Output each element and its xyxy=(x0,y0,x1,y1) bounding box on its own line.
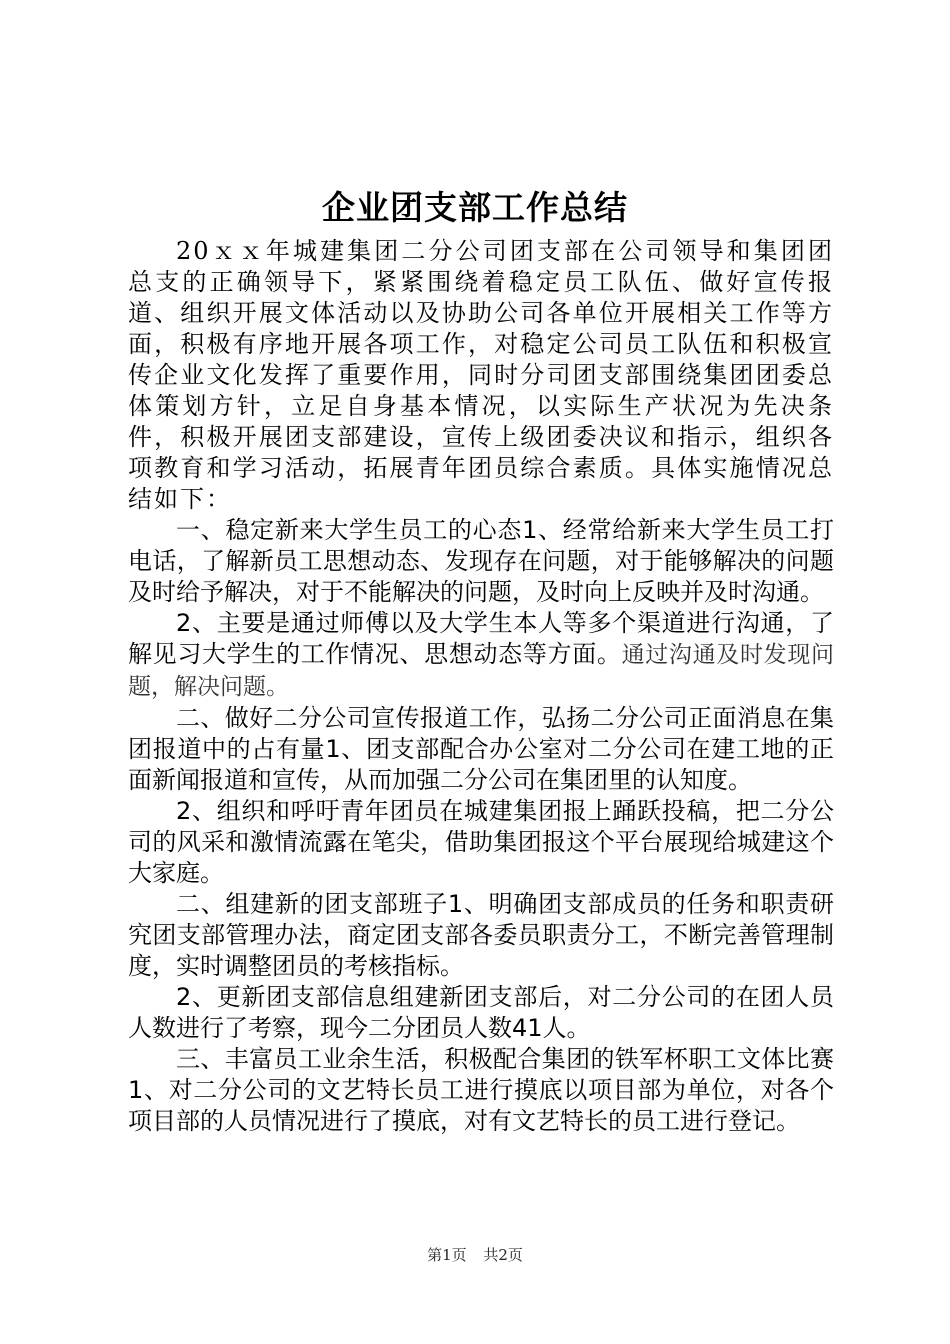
document-body xyxy=(128,236,834,1137)
page-number: 第1页 xyxy=(427,1246,467,1264)
document-title: 企业团支部工作总结 xyxy=(322,188,628,227)
paragraph-text: 20ｘｘ年城建集团二分公司团支部在公司领导和集团团总支的正确领导下，紧紧围绕着稳定员工队伍、做好宣传报道、组织开展文体活动以及协助公司各单位开展相关工作等方面，积极有序地开展各项工作，对稳定公司员工队伍和积极宣传企业文化发挥了重要作用，同时分司团支部围绕集团团委总体策划方针，立足自身基本情况，以实际生产状况为先决条件，积极开展团支部建设，宣传上级团委决议和指示，组织各项教育和学习活动，拓展青年团员综合素质。具体实施情况总结如下： xyxy=(128,237,834,513)
paragraph xyxy=(128,796,834,889)
paragraph-text: 2、主要是通过师傅以及大学生本人等多个渠道进行沟通，了解见习大学生的工作情况、思想动态等方面。 xyxy=(128,609,834,668)
paragraph xyxy=(128,703,834,796)
paragraph xyxy=(128,236,834,515)
paragraph-text: 2、组织和呼吁青年团员在城建集团报上踊跃投稿，把二分公司的风采和激情流露在笔尖，借助集团报这个平台展现给城建这个大家庭。 xyxy=(128,797,834,887)
page-total: 共2页 xyxy=(483,1246,523,1264)
paragraph xyxy=(128,889,834,982)
paragraph xyxy=(128,982,834,1044)
paragraph xyxy=(128,515,834,608)
paragraph xyxy=(128,608,834,703)
paragraph-text: 2、更新团支部信息组建新团支部后，对二分公司的在团人员人数进行了考察，现今二分团员人数41人。 xyxy=(128,983,834,1042)
paragraph-text: 三、丰富员工业余生活，积极配合集团的铁军杯职工文体比赛1、对二分公司的文艺特长员工进行摸底以项目部为单位，对各个项目部的人员情况进行了摸底，对有文艺特长的员工进行登记。 xyxy=(128,1045,834,1135)
paragraph-text: 一、稳定新来大学生员工的心态1、经常给新来大学生员工打电话，了解新员工思想动态、发现存在问题，对于能够解决的问题及时给予解决，对于不能解决的问题，及时向上反映并及时沟通。 xyxy=(128,516,834,606)
paragraph-text: 二、做好二分公司宣传报道工作，弘扬二分公司正面消息在集团报道中的占有量1、团支部配合办公室对二分公司在建工地的正面新闻报道和宣传，从而加强二分公司在集团里的认知度。 xyxy=(128,704,834,794)
paragraph-text: 二、组建新的团支部班子1、明确团支部成员的任务和职责研究团支部管理办法，商定团支部各委员职责分工，不断完善管理制度，实时调整团员的考核指标。 xyxy=(128,890,834,980)
paragraph-text: 通过沟通及时发现问题，解决问题。 xyxy=(128,642,835,700)
page-footer xyxy=(0,1244,950,1265)
paragraph xyxy=(128,1044,834,1137)
